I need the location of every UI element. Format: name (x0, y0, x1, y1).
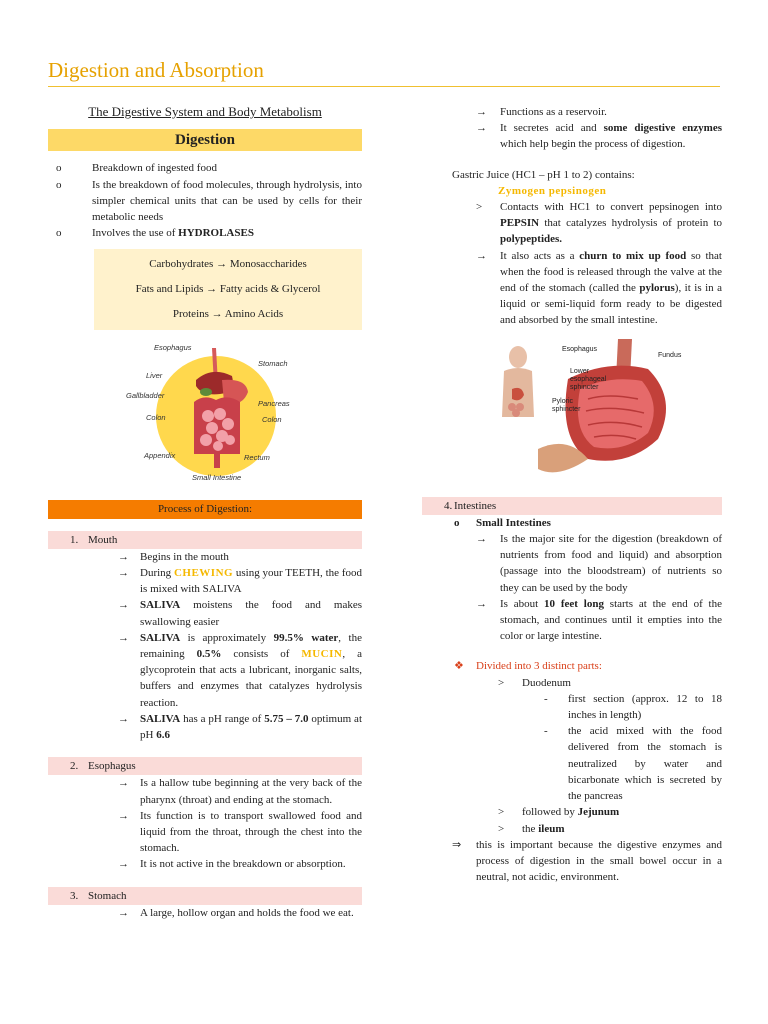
label-colon-right: Colon (262, 415, 282, 425)
mouth-point: → SALIVA moistens the food and makes swallowing easier (118, 599, 362, 628)
small-intestine-point: → Is about 10 feet long starts at the end of the stomach, and continues until it empties into the color or large intestine. (476, 597, 722, 643)
label-appendix: Appendix (144, 451, 176, 461)
mouth-point: → SALIVA has a pH range of 5.75 – 7.0 optimum at pH 6.6 (118, 712, 362, 742)
bullet-item: o Involves the use of HYDROLASES (56, 227, 254, 240)
label-small-intestine: Small Intestine (192, 473, 242, 483)
duodenum-detail: - the acid mixed with the food delivered from the stomach is neutralized by water and bicarbonate which is secreted by the pancreas (544, 725, 722, 803)
final-note: ⇒ this is important because the digestive enzymes and process of digestion in the small bowel occur in a neutral, not acidic, environment. (452, 838, 722, 884)
bullet-item: o Is the breakdown of food molecules, through hydrolysis, into simpler chemical units that can be used by cells for their metabolic needs (56, 178, 362, 224)
esophagus-point: → Its function is to transport swallowed food and liquid from the throat, through the chest into the stomach. (118, 809, 362, 855)
label-sphincter-1: sphincter (570, 383, 599, 391)
small-intestines-heading: o Small Intestines (454, 516, 551, 529)
mouth-point: → SALIVA is approximately 99.5% water, the remaining 0.5% consists of MUCIN, a glycoprotein that acts a lubricant, inorganic salts, buffers and enzymes that catalyzes hydrolysis reaction. (118, 631, 362, 709)
gastric-juice-line: Gastric Juice (HC1 – pH 1 to 2) contains: (452, 168, 635, 181)
page-title: Digestion and Absorption (48, 58, 264, 82)
digestion-heading: Digestion (48, 129, 362, 151)
title-rule (48, 86, 720, 87)
mouth-point: → During CHEWING using your TEETH, the food is mixed with SALIVA (118, 567, 362, 596)
zymogen-label: Zymogen pepsinogen (498, 184, 607, 197)
box-line: Carbohydrates → Monosaccharides (149, 258, 307, 271)
divided-note: ❖ Divided into 3 distinct parts: (454, 660, 602, 673)
label-liver: Liver (146, 371, 163, 381)
label-colon-left: Colon (146, 413, 166, 423)
esophagus-point: → Is a hallow tube beginning at the very back of the pharynx (throat) and ending at the stomach. (118, 777, 362, 806)
stomach-point: → A large, hollow organ and holds the food we eat. (118, 906, 354, 919)
stomach-point: → It secretes acid and some digestive enzymes which help begin the process of digestion. (476, 122, 722, 151)
label-esophagus: Esophagus (562, 345, 598, 353)
label-fundus: Fundus (658, 351, 682, 359)
section-mouth: 1. Mouth (48, 531, 362, 549)
label-gallbladder: Gallbladder (126, 391, 165, 401)
digestion-bullets (48, 160, 362, 241)
right-column (422, 104, 722, 885)
stomach-point: → It also acts as a churn to mix up food so that when the food is released through the valve at the end of the stomach (called the pylorus), it is in a liquid or semi-liquid form ready to be digested and absorbed by the small intestine. (476, 249, 722, 327)
duodenum-detail: - first section (approx. 12 to 18 inches in length) (544, 692, 722, 722)
subtitle: The Digestive System and Body Metabolism (88, 104, 322, 119)
esophagus-point: → It is not active in the breakdown or absorption. (118, 858, 346, 871)
label-pancreas: Pancreas (258, 399, 290, 409)
label-pyloric: Pyloric (552, 397, 574, 405)
digestive-system-figure (124, 336, 304, 486)
section-esophagus: 2. Esophagus (48, 757, 362, 775)
process-heading: Process of Digestion: (48, 500, 362, 518)
box-line: Proteins → Amino Acids (172, 308, 284, 321)
label-esophagus: Esophagus (154, 343, 192, 353)
zymogen-point: > Contacts with HC1 to convert pepsinogen into PEPSIN that catalyzes hydrolysis of protein to polypeptides. (476, 201, 722, 246)
label-sphincter-2: sphincter (552, 405, 581, 413)
jejunum-item: > followed by Jejunum (498, 806, 620, 819)
ileum-item: > the ileum (498, 822, 565, 835)
section-stomach: 3. Stomach (48, 887, 362, 905)
conversion-box (94, 249, 362, 330)
stomach-point: → Functions as a reservoir. (476, 106, 607, 118)
mouth-point: → Begins in the mouth (118, 550, 229, 563)
label-esophageal: esophageal (570, 375, 607, 383)
bullet-item: o Breakdown of ingested food (56, 162, 217, 175)
box-line: Fats and Lipids → Fatty acids & Glycerol (135, 283, 321, 296)
left-column (48, 104, 362, 921)
label-lower: Lower (570, 367, 590, 375)
label-stomach: Stomach (258, 359, 288, 369)
section-intestines: 4. Intestines (422, 497, 722, 515)
label-rectum: Rectum (244, 453, 270, 463)
duodenum-item: > Duodenum (498, 676, 571, 689)
small-intestine-point: → Is the major site for the digestion (breakdown of nutrients from food and liquid) and absorption (passage into the bloodstream) of nutrients so they can be used by the body (476, 533, 722, 594)
stomach-figure (498, 339, 698, 479)
